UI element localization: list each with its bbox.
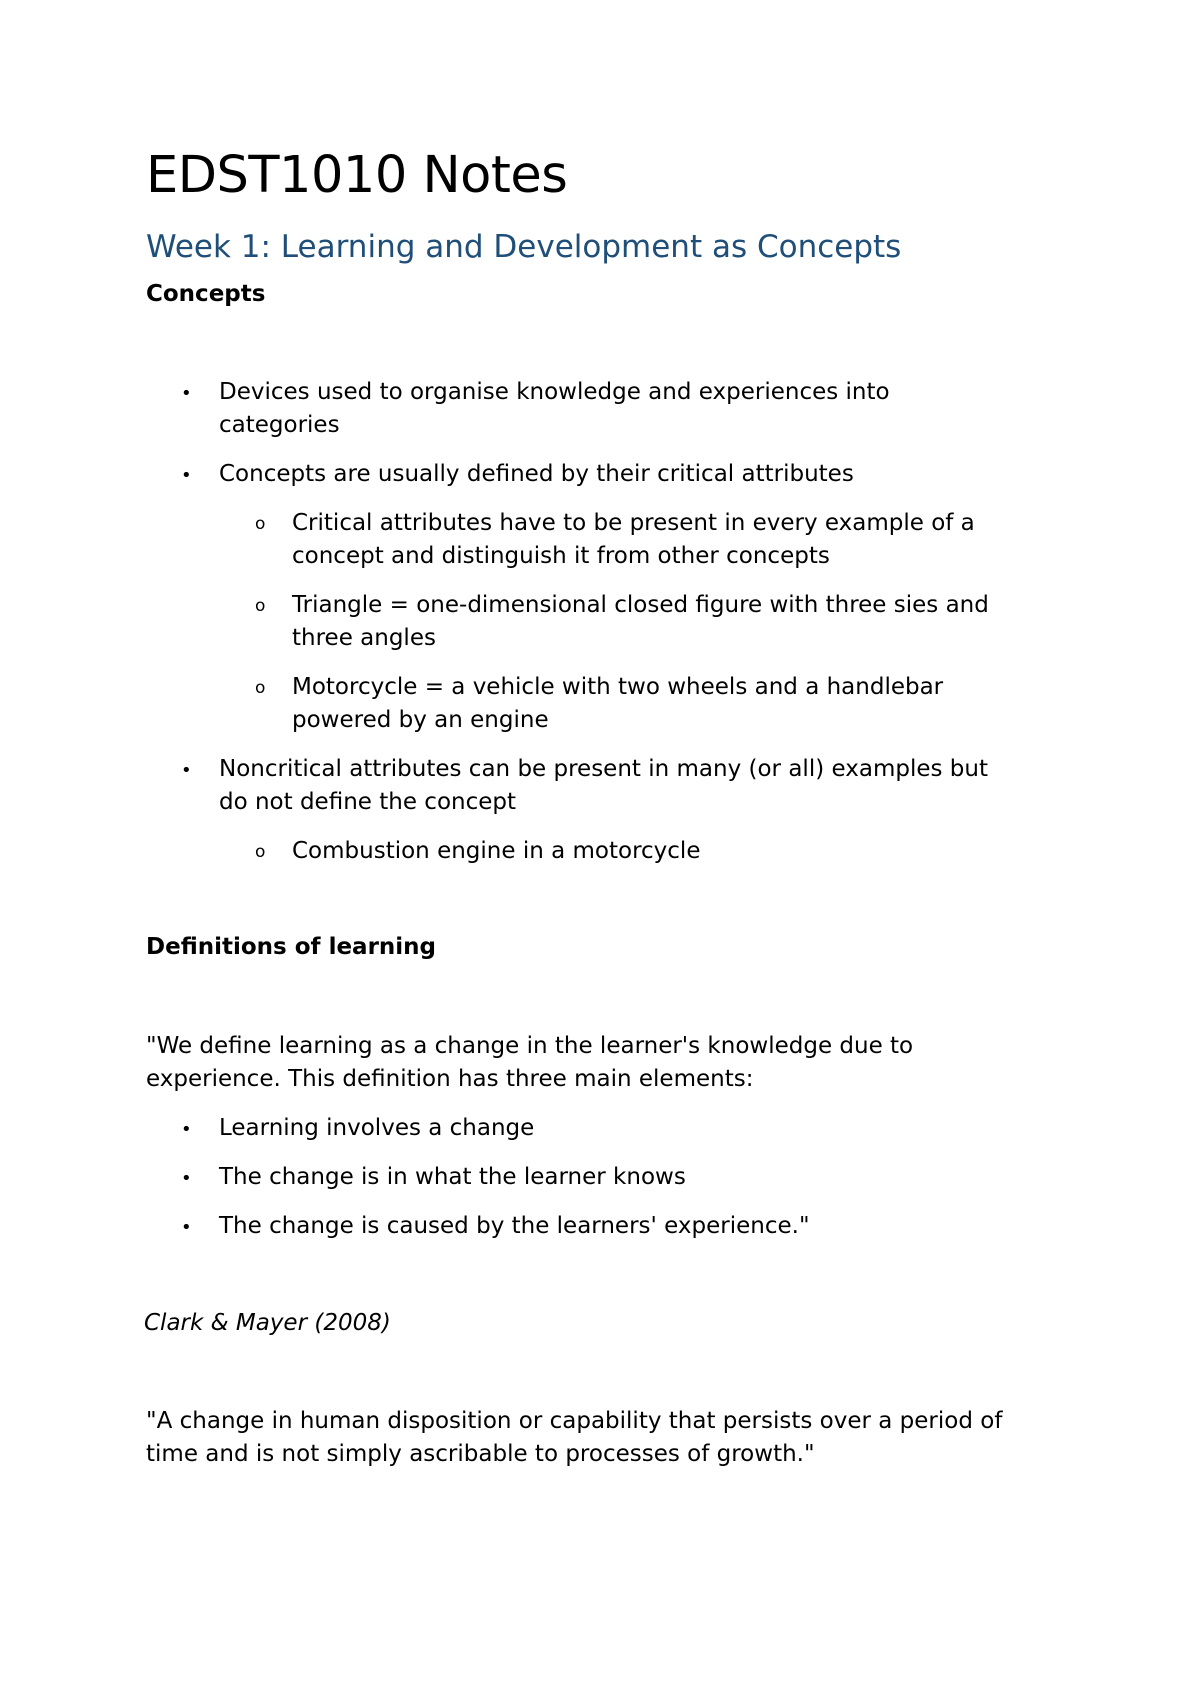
bullet-marker: • [181,1168,192,1189]
definitions-heading: Definitions of learning [146,934,437,960]
concept-item-line: Noncritical attributes can be present in many (or all) examples but [219,756,988,782]
concept-subitem-line: Critical attributes have to be present in every example of a [292,510,975,536]
quote-line: experience. This definition has three main elements: [146,1066,754,1092]
concept-item-line: Devices used to organise knowledge and experiences into [219,379,890,405]
concept-subitem-line: powered by an engine [292,707,549,733]
sub-bullet-marker: o [255,596,266,616]
quote-line: "We define learning as a change in the learner's knowledge due to [146,1033,914,1059]
concept-subitem-line: Motorcycle = a vehicle with two wheels and a handlebar [292,674,944,700]
concept-item-line: Concepts are usually defined by their critical attributes [219,461,854,487]
sub-bullet-marker: o [255,514,266,534]
bullet-marker: • [181,760,192,781]
quote-line: time and is not simply ascribable to processes of growth." [146,1441,815,1467]
list-item: Learning involves a change [219,1115,535,1141]
bullet-marker: • [181,383,192,404]
concept-item-line: do not define the concept [219,789,517,815]
document-title: EDST1010 Notes [146,146,568,205]
concept-item-line: categories [219,412,340,438]
citation: Clark & Mayer (2008) [144,1310,391,1336]
sub-bullet-marker: o [255,842,266,862]
concept-subitem-line: three angles [292,625,436,651]
concept-subitem-line: Combustion engine in a motorcycle [292,838,701,864]
concept-subitem-line: concept and distinguish it from other concepts [292,543,830,569]
sub-bullet-marker: o [255,678,266,698]
bullet-marker: • [181,1119,192,1140]
concepts-heading: Concepts [146,281,266,307]
week-heading: Week 1: Learning and Development as Concepts [146,229,902,265]
bullet-marker: • [181,1217,192,1238]
quote-line: "A change in human disposition or capability that persists over a period of [146,1408,1003,1434]
bullet-marker: • [181,465,192,486]
list-item: The change is in what the learner knows [219,1164,686,1190]
list-item: The change is caused by the learners' experience." [219,1213,810,1239]
concept-subitem-line: Triangle = one-dimensional closed figure with three sies and [292,592,989,618]
